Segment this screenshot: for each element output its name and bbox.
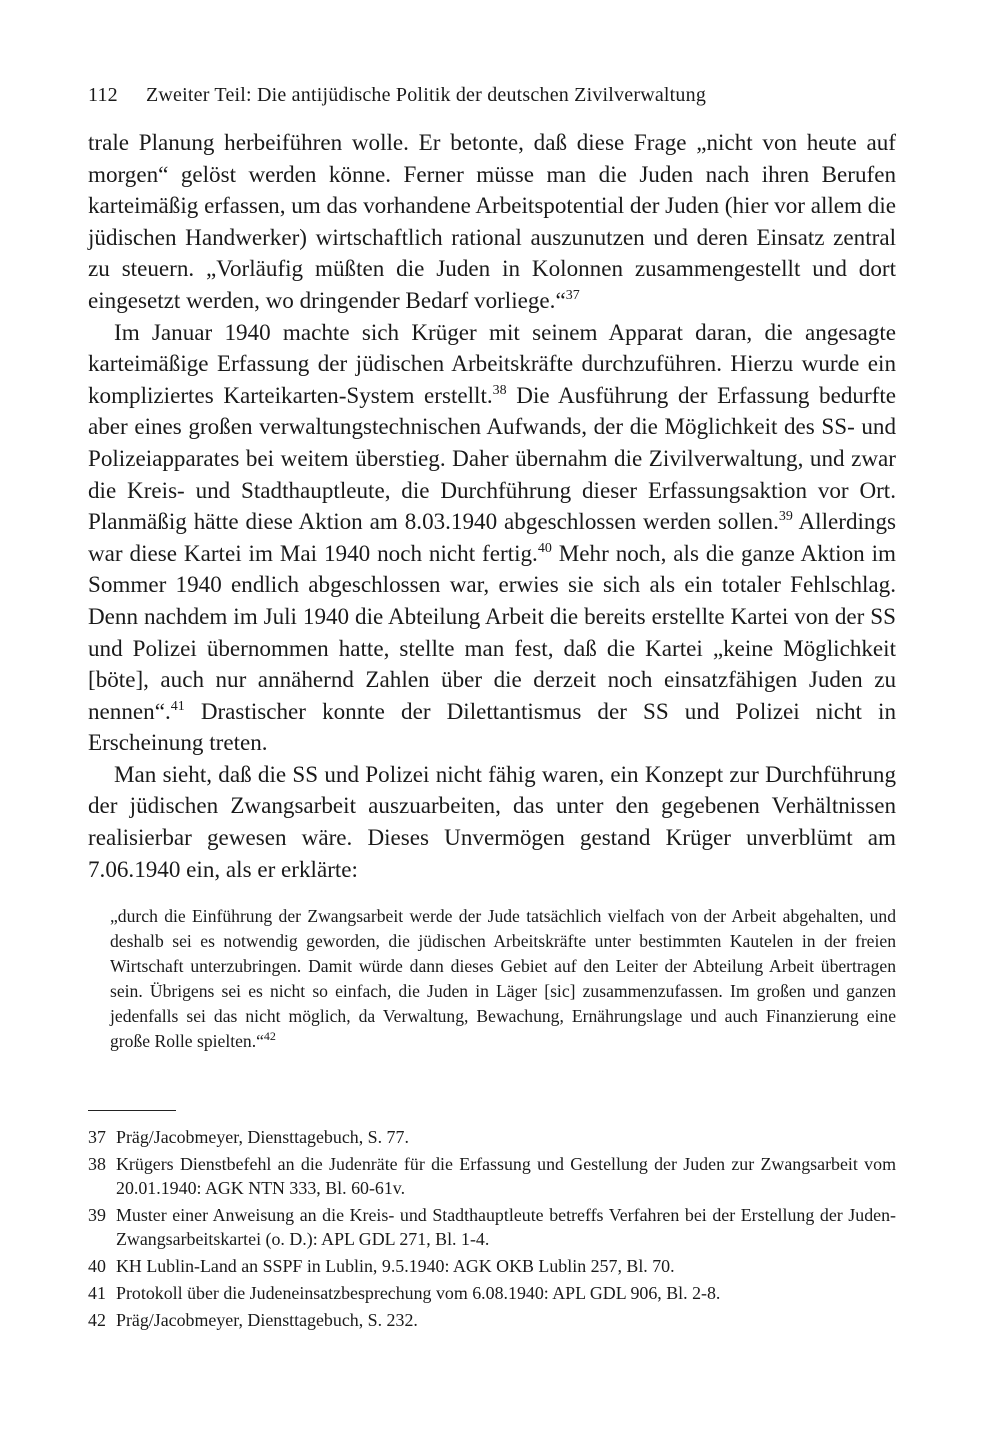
footnote-ref-39: 39 bbox=[778, 509, 793, 525]
footnote bbox=[88, 1254, 896, 1278]
paragraph-2-sentence-5: Drastischer konnte der Dilettantismus der SS und Polizei nicht in Erscheinung treten. bbox=[88, 697, 896, 756]
footnote bbox=[88, 1281, 896, 1305]
footnote-number: 40 bbox=[88, 1256, 106, 1277]
footnotes bbox=[88, 1125, 896, 1332]
footnote-ref-42: 42 bbox=[263, 1029, 276, 1044]
footnote-text: Muster einer Anweisung an die Kreis- und Stadthauptleute betreffs Verfahren bei der Erstellung der Juden-Zwangsarbeitskartei (o. D.): APL GDL 271, Bl. 1-4. bbox=[116, 1205, 896, 1250]
footnote-divider bbox=[88, 1110, 176, 1111]
main-text bbox=[88, 127, 896, 885]
paragraph-1-text: trale Planung herbeiführen wolle. Er betonte, daß diese Frage „nicht von heute auf morgen“ gelöst werden könne. Ferner müsse man die Juden nach ihren Berufen karteimäßig erfassen, um das vorhandene Arbeitspotential der Juden (hier vor allem die jüdischen Handwerker) wirtschaftlich rational auszunutzen und deren Einsatz zentral zu steuern. „Vorläufig müßten die Juden in Kolonnen zusammengestellt und dort eingesetzt werden, wo dringender Bedarf vorliege.“ bbox=[88, 129, 897, 313]
footnote-number: 37 bbox=[88, 1127, 106, 1148]
footnote-number: 41 bbox=[88, 1283, 106, 1304]
footnote-text: Protokoll über die Judeneinsatzbesprechung vom 6.08.1940: APL GDL 906, Bl. 2-8. bbox=[116, 1283, 721, 1304]
footnote-number: 38 bbox=[88, 1154, 106, 1175]
book-page bbox=[88, 84, 896, 1335]
footnote bbox=[88, 1152, 896, 1200]
paragraph-2-sentence-1: Im Januar 1940 machte sich Krüger mit seinem Apparat daran, die angesagte karteimäßige Erfassung der jüdischen Arbeitskräfte durchzuführen. Hierzu wurde ein kompliziertes Karteikarten-System erstellt. bbox=[88, 318, 896, 408]
block-quote bbox=[110, 904, 896, 1054]
paragraph-3: Man sieht, daß die SS und Polizei nicht fähig waren, ein Konzept zur Durchführung der jüdischen Zwangsarbeit auszuarbeiten, das unter den gegebenen Verhältnissen realisierbar gewesen wäre. Dieses Unvermögen gestand Krüger unverblümt am 7.06.1940 ein, als er erklärte: bbox=[88, 760, 896, 882]
paragraph-1 bbox=[88, 127, 896, 317]
footnote-text: Krügers Dienstbefehl an die Judenräte für die Erfassung und Gestellung der Juden zur Zwangsarbeit vom 20.01.1940: AGK NTN 333, Bl. 60-61v. bbox=[116, 1154, 896, 1199]
footnote bbox=[88, 1203, 896, 1251]
footnote-number: 42 bbox=[88, 1310, 106, 1331]
footnote-ref-37: 37 bbox=[565, 287, 580, 303]
paragraph-2-sentence-3: Allerdings war diese Kartei im Mai 1940 noch nicht fertig. bbox=[88, 508, 896, 566]
footnote-ref-38: 38 bbox=[492, 382, 507, 398]
page-number: 112 bbox=[88, 84, 118, 106]
footnote-number: 39 bbox=[88, 1205, 106, 1226]
footnote-ref-40: 40 bbox=[537, 540, 552, 556]
footnote-ref-41: 41 bbox=[170, 698, 185, 714]
block-quote-text: „durch die Einführung der Zwangsarbeit werde der Jude tatsächlich vielfach von der Arbeit abgehalten, und deshalb sei es notwendig geworden, die jüdischen Arbeitskräfte unter bestimmten Kautelen in der freien Wirtschaft unterzubringen. Damit würde dann dieses Gebiet auf den Leiter der Abteilung Arbeit übertragen sein. Übrigens sei es nicht so einfach, die Juden in Läger [sic] zusammenzufassen. Im großen und ganzen jedenfalls sei das nicht möglich, da Verwaltung, Bewachung, Ernährungslage und auch Finanzierung eine große Rolle spielten.“ bbox=[110, 906, 896, 1052]
footnote bbox=[88, 1308, 896, 1332]
running-head bbox=[88, 84, 896, 107]
paragraph-2 bbox=[88, 317, 896, 759]
footnote bbox=[88, 1125, 896, 1149]
running-title: Zweiter Teil: Die antijüdische Politik der deutschen Zivilverwaltung bbox=[146, 84, 707, 106]
footnote-text: Präg/Jacobmeyer, Diensttagebuch, S. 232. bbox=[116, 1310, 418, 1331]
paragraph-2-sentence-2: Die Ausführung der Erfassung bedurfte aber eines großen verwaltungstechnischen Aufwands, der die Möglichkeit des SS- und Polizeiapparates bei weitem überstieg. Daher übernahm die Zivilverwaltung, und zwar die Kreis- und Stadthauptleute, die Durchführung dieser Erfassungsaktion vor Ort. Planmäßig hätte diese Aktion am 8.03.1940 abgeschlossen werden sollen. bbox=[88, 381, 896, 535]
footnote-text: Präg/Jacobmeyer, Diensttagebuch, S. 77. bbox=[116, 1127, 409, 1148]
footnote-text: KH Lublin-Land an SSPF in Lublin, 9.5.1940: AGK OKB Lublin 257, Bl. 70. bbox=[116, 1256, 675, 1277]
paragraph-2-sentence-4: Mehr noch, als die ganze Aktion im Sommer 1940 endlich abgeschlossen war, erwies sie sich als ein totaler Fehlschlag. Denn nachdem im Juli 1940 die Abteilung Arbeit die bereits erstellte Kartei von der SS und Polizei übernommen hatte, stellte man fest, daß die Kartei „keine Möglichkeit [böte], auch nur annähernd Zahlen über die derzeit noch einsatzfähigen Juden zu nennen“. bbox=[88, 539, 896, 724]
